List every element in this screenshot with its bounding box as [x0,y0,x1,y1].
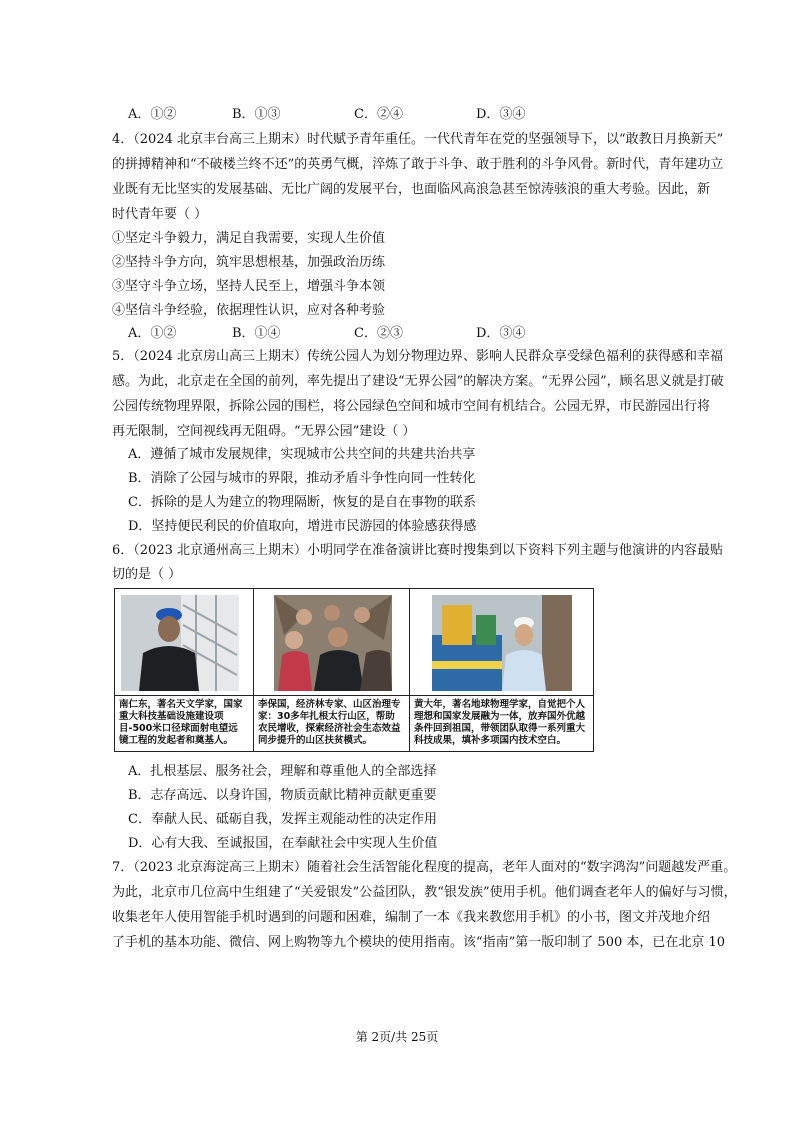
photo-forestry-expert [274,595,392,691]
q5-choice-d: D．坚持便民利民的价值取向，增进市民游园的体验感获得感 [128,519,477,534]
photo-cell-3 [409,589,593,751]
q6-choice-d: D．心有大我、至诚报国，在奉献社会中实现人生价值 [128,836,438,851]
q4-option-a: A．①② [128,326,177,341]
q7-line-3: 收集老年人使用智能手机时遇到的问题和困难，编制了一本《我来教您用手机》的小书，图文并茂地介绍 [112,910,711,925]
top-option-c: C．②④ [354,107,403,122]
q5-choice-c: C．拆除的是人为建立的物理隔断，恢复的是自在事物的联系 [128,495,476,510]
caption-astronomer: 南仁东，著名天文学家，国家重大科技基础设施建设项目-500米口径球面射电望远镜工程的发起者和奠基人。 [119,699,243,746]
q4-item-2: ②坚持斗争方向，筑牢思想根基，加强政治历练 [112,255,386,270]
q6-choice-a: A．扎根基层、服务社会，理解和尊重他人的全部选择 [128,764,437,779]
q6-line-1: 6．（2023 北京通州高三上期末）小明同学在准备演讲比赛时搜集到以下资料下列主题与他演讲的内容最贴 [112,543,723,558]
q4-line-4: 时代青年要（ ） [112,207,208,222]
q4-item-4: ④坚信斗争经验，依据理性认识，应对各种考验 [112,303,386,318]
q4-item-1: ①坚定斗争毅力，满足自我需要，实现人生价值 [112,231,386,246]
page-number: 第 2页/共 25页 [355,1030,439,1044]
top-option-b: B．①③ [232,107,281,122]
photo-astronomer [121,595,239,691]
q5-line-1: 5．（2024 北京房山高三上期末）传统公园人为划分物理边界、影响人民群众享受绿色福利的获得感和幸福 [112,349,723,364]
q6-choice-b: B．志存高远、以身许国，物质贡献比精神贡献更重要 [128,788,437,803]
q4-line-1: 4．（2024 北京丰台高三上期末）时代赋予青年重任。一代代青年在党的坚强领导下，以“敢教日月换新天” [112,132,724,147]
q4-option-d: D．③④ [476,326,526,341]
q7-line-2: 为此，北京市几位高中生组建了“关爱银发”公益团队，教“银发族”使用手机。他们调查老年人的偏好与习惯， [112,885,737,900]
q7-line-4: 了手机的基本功能、微信、网上购物等九个模块的使用指南。该“指南”第一版印制了 500 本，已在北京 10 [112,935,726,950]
q4-line-3: 业既有无比坚实的发展基础、无比广阔的发展平台，也面临风高浪急甚至惊涛骇浪的重大考验。因此，新 [112,182,711,197]
q5-line-4: 再无限制，空间视线再无阻碍。“无界公园”建设（ ） [112,424,416,439]
q4-item-3: ③坚守斗争立场，坚持人民至上，增强斗争本领 [112,279,386,294]
photo-cell-1 [115,589,253,751]
caption-geophysicist: 黄大年，著名地球物理学家，自觉把个人理想和国家发展融为一体，放弃国外优越条件回到祖国，带领团队取得一系列重大科技成果，填补多项国内技术空白。 [414,699,586,746]
top-option-a: A．①② [128,107,177,122]
caption-forestry-expert: 李保国，经济林专家、山区治理专家：30多年扎根太行山区，帮助农民增收，探索经济社会生态效益同步提升的山区扶贫模式。 [258,699,401,746]
q5-choice-b: B．消除了公园与城市的界限，推动矛盾斗争性向同一性转化 [128,471,476,486]
top-option-d: D．③④ [476,107,526,122]
photo-geophysicist [432,595,572,691]
q4-line-2: 的拼搏精神和“不破楼兰终不还”的英勇气概，淬炼了敢于斗争、敢于胜利的斗争风骨。新时代，青年建功立 [112,157,724,172]
q6-line-2: 切的是（ ） [112,567,182,582]
q4-option-b: B．①④ [232,326,281,341]
q5-line-3: 公园传统物理界限，拆除公园的围栏，将公园绿色空间和城市空间有机结合。公园无界，市民游园出行将 [112,399,711,414]
q5-line-2: 感。为此，北京走在全国的前列，率先提出了建设“无界公园”的解决方案。“无界公园”，顾名思义就是打破 [112,374,724,389]
q6-photo-table [114,588,594,752]
q4-option-c: C．②③ [354,326,403,341]
photo-cell-2 [253,589,409,751]
q5-choice-a: A．遵循了城市发展规律，实现城市公共空间的共建共治共享 [128,447,476,462]
q7-line-1: 7．（2023 北京海淀高三上期末）随着社会生活智能化程度的提高，老年人面对的“数字鸿沟”问题越发严重。 [112,860,737,875]
q6-choice-c: C．奉献人民、砥砺自我，发挥主观能动性的决定作用 [128,812,437,827]
